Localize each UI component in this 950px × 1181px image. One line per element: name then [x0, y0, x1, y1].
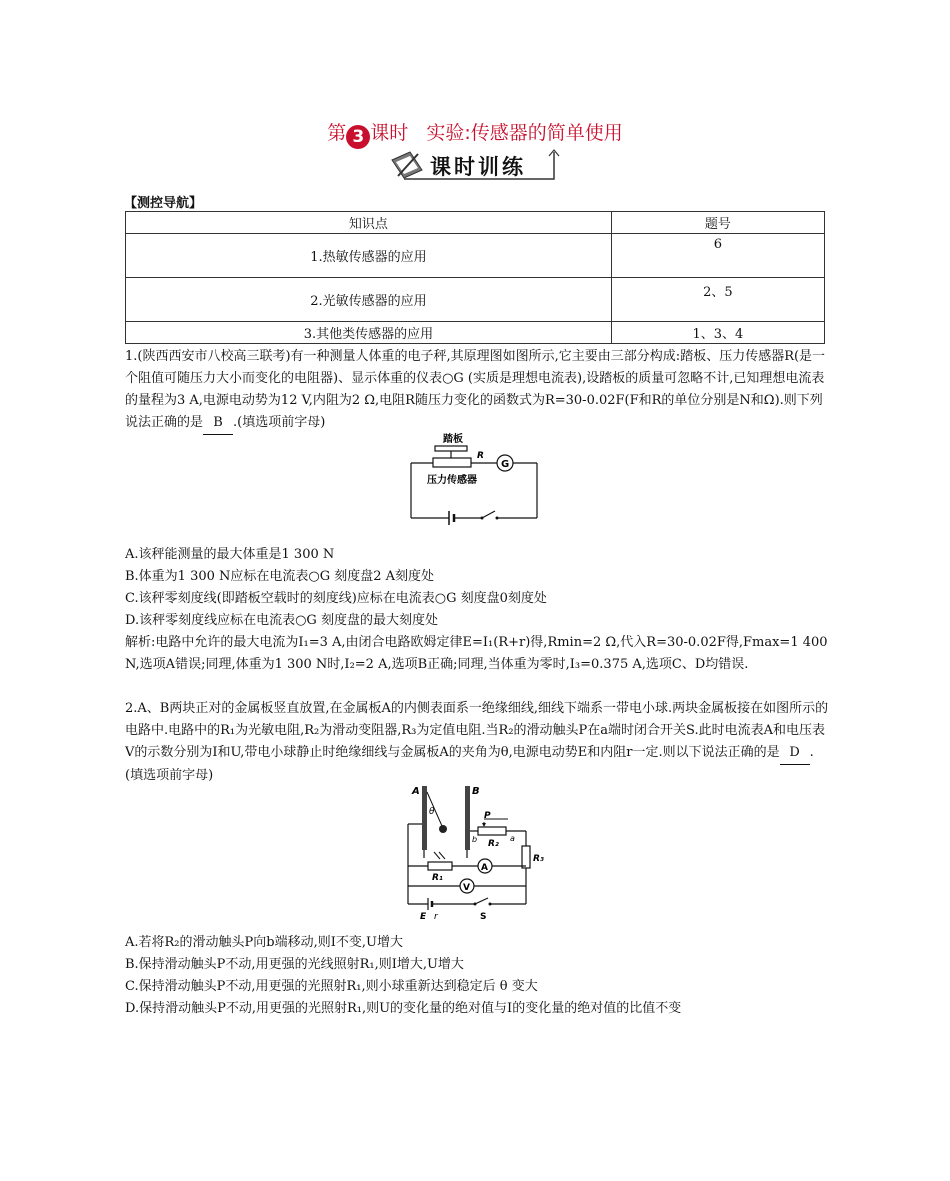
- practice-banner: [384, 146, 562, 182]
- internal-r-label: r: [434, 912, 438, 922]
- switch-icon: [475, 898, 488, 904]
- q2-option-a: A.若将R₂的滑动触头P向b端移动,则I不变,U增大: [125, 935, 403, 950]
- resistor-label: R: [477, 451, 484, 461]
- b-label: b: [472, 835, 478, 844]
- knowledge-table: [125, 211, 825, 344]
- light-arrow-icon: [434, 852, 440, 859]
- switch-label: S: [480, 912, 487, 922]
- q2-answer: D: [780, 742, 810, 765]
- q2-option-d: D.保持滑动触头P不动,用更强的光照射R₁,则U的变化量的绝对值与I的变化量的绝对值的比值不变: [125, 1001, 682, 1016]
- col-topic-header: 知识点: [126, 212, 612, 234]
- switch-icon: [482, 511, 495, 518]
- question-2-stem: [125, 698, 831, 787]
- photoresistor-r1: [428, 862, 452, 870]
- items-cell: 1、3、4: [611, 322, 824, 344]
- q1-circuit-figure: [405, 432, 545, 526]
- emf-label: E: [420, 912, 427, 922]
- q1-option-d: D.该秤零刻度线应标在电流表○G 刻度盘的最大刻度处: [125, 613, 438, 628]
- plate-b: [465, 786, 470, 850]
- q2-stem-end: .(填选项前字母): [125, 745, 814, 783]
- q1-answer: B: [203, 412, 233, 435]
- plate-a-label: A: [412, 786, 420, 797]
- r1-label: R₁: [432, 873, 443, 883]
- pedal-plate: [435, 446, 467, 451]
- lesson-number-badge: 3: [346, 125, 370, 149]
- a-label: a: [510, 834, 515, 843]
- sensor-label: 压力传感器: [427, 475, 477, 486]
- q1-analysis: 解析:电路中允许的最大电流为I₁=3 A,由闭合电路欧姆定律E=I₁(R+r)得,Rmin=2 Ω,代入R=30-0.02F得,Fmax=1 400 N,选项A错误;同理,体重为1 300 N时,I₂=2 A,选项B正确;同理,当体重为零时,I₃=0.375 A,选项C、D均错误.: [125, 635, 828, 672]
- q2-circuit-figure: [400, 782, 560, 922]
- ammeter-label: A: [481, 863, 488, 873]
- plate-a: [422, 786, 427, 850]
- q1-options: [125, 544, 831, 676]
- resistor-r3: [522, 846, 530, 868]
- q1-option-a: A.该秤能测量的最大体重是1 300 N: [125, 547, 335, 562]
- lesson-name: 实验:传感器的简单使用: [426, 122, 623, 144]
- r2-label: R₂: [488, 839, 499, 849]
- q1-option-c: C.该秤零刻度线(即踏板空载时的刻度线)应标在电流表○G 刻度盘0刻度处: [125, 591, 547, 606]
- pressure-sensor: [433, 458, 471, 467]
- lesson-title: [0, 118, 950, 149]
- table-header-row: [126, 212, 825, 234]
- charged-ball-icon: [439, 825, 447, 833]
- plate-b-label: B: [472, 786, 480, 797]
- pencil-book-icon: [392, 152, 422, 178]
- table-row: [126, 234, 825, 278]
- topic-cell: 3.其他类传感器的应用: [126, 322, 612, 344]
- lesson-prefix: 第: [327, 122, 347, 144]
- q2-stem-text: 2.A、B两块正对的金属板竖直放置,在金属板A的内侧表面系一绝缘细线,细线下端系一带电小球.两块金属板接在如图所示的电路中.电路中的R₁为光敏电阻,R₂为滑动变阻器,R₃为定值电阻.当R₂的滑动触头P在a端时闭合开关S.此时电流表A和电压表V的示数分别为I和U,带电小球静止时绝缘细线与金属板A的夹角为θ,电源电动势E和内阻r一定.则以下说法正确的是: [125, 701, 829, 760]
- q2-option-c: C.保持滑动触头P不动,用更强的光照射R₁,则小球重新达到稳定后 θ 变大: [125, 979, 538, 994]
- topic-cell: 1.热敏传感器的应用: [126, 234, 612, 278]
- q1-stem-end: .(填选项前字母): [233, 415, 326, 430]
- rheostat-r2: [478, 827, 506, 835]
- meter-label: G: [501, 459, 510, 470]
- col-items-header: 题号: [611, 212, 824, 234]
- q2-options: [125, 932, 831, 1020]
- lesson-suffix: 课时: [370, 122, 409, 144]
- items-cell: 2、5: [611, 278, 824, 322]
- q1-stem-text: 1.(陕西西安市八校高三联考)有一种测量人体重的电子秤,其原理图如图所示,它主要由三部分构成:踏板、压力传感器R(是一个阻值可随压力大小而变化的电阻器)、显示体重的仪表○G (实质是理想电流表),设踏板的质量可忽略不计,已知理想电流表的量程为3 A,电源电动势为12 V,内阻为2 Ω,电阻R随压力变化的函数式为R=30-0.02F(F和R的单位分别是N和Ω).则下列说法正确的是: [125, 349, 826, 430]
- banner-title: 课时训练: [430, 155, 526, 179]
- items-cell: 6: [611, 234, 824, 278]
- q1-option-b: B.体重为1 300 N应标在电流表○G 刻度盘2 A刻度处: [125, 569, 435, 584]
- q2-option-b: B.保持滑动触头P不动,用更强的光线照射R₁,则I增大,U增大: [125, 957, 464, 972]
- voltmeter-label: V: [463, 883, 470, 893]
- pedal-label: 踏板: [443, 434, 463, 445]
- theta-label: θ: [429, 807, 435, 817]
- table-row: [126, 322, 825, 344]
- question-1-stem: [125, 346, 831, 435]
- r3-label: R₃: [533, 854, 544, 864]
- topic-cell: 2.光敏传感器的应用: [126, 278, 612, 322]
- table-row: [126, 278, 825, 322]
- nav-heading: 【测控导航】: [124, 196, 203, 211]
- p-label: P: [484, 811, 491, 821]
